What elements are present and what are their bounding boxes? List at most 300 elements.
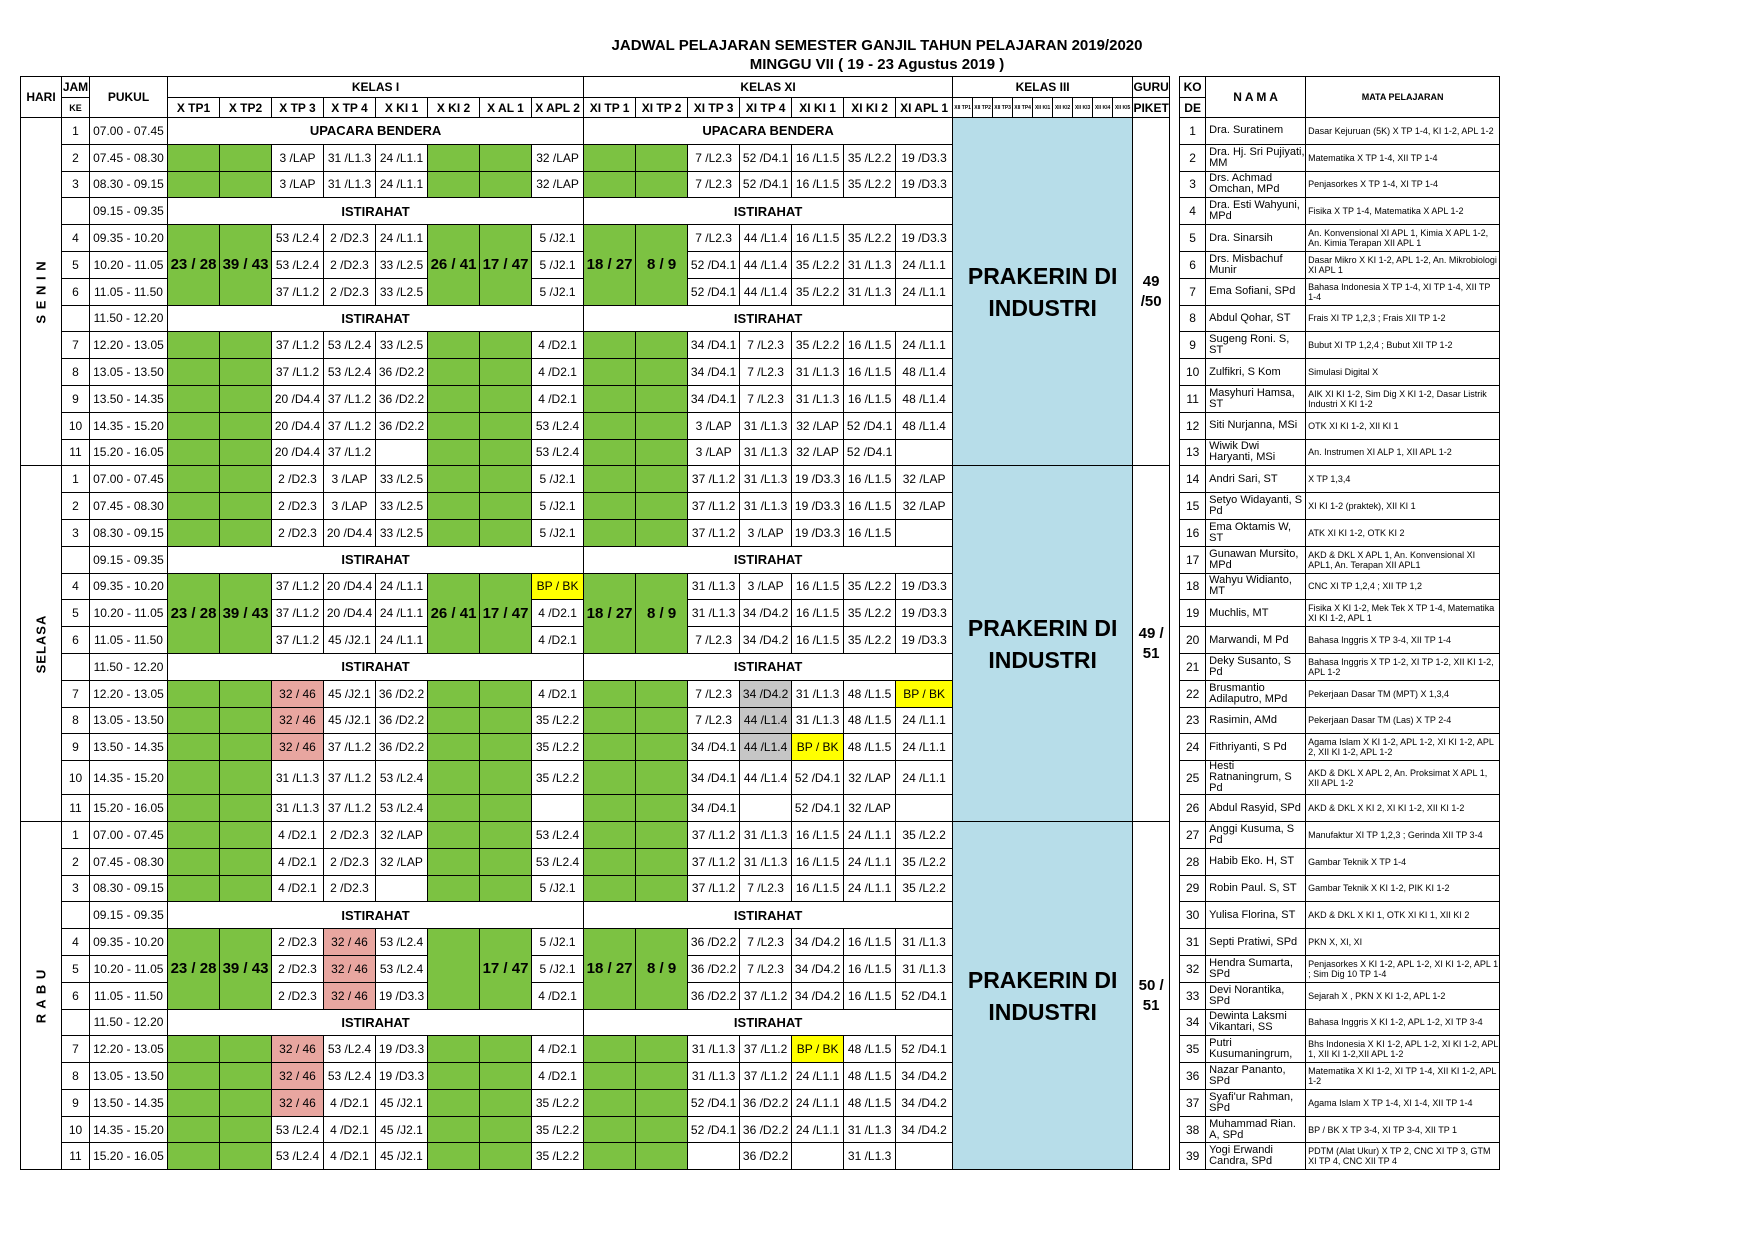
schedule-cell: 44 /L1.4 (740, 707, 792, 734)
header-kelas-iii: KELAS III (953, 77, 1133, 98)
green-cell (584, 359, 636, 386)
class-header: X AL 1 (480, 98, 532, 118)
teacher-subject: Dasar Mikro X KI 1-2, APL 1-2, An. Mikrobiologi XI APL 1 (1306, 251, 1500, 278)
header-piket: PIKET (1133, 98, 1170, 118)
teacher-subject: PKN X, XI, XI (1306, 929, 1500, 956)
gap-cell (1170, 493, 1180, 520)
teacher-subject: Frais XI TP 1,2,3 ; Frais XII TP 1-2 (1306, 305, 1500, 332)
schedule-cell: 32 / 46 (272, 680, 324, 707)
schedule-cell: 37 /L1.2 (688, 821, 740, 848)
schedule-cell: 31 /L1.3 (740, 412, 792, 439)
green-cell (636, 734, 688, 761)
schedule-cell: 16 /L1.5 (792, 225, 844, 252)
green-cell (636, 493, 688, 520)
green-cell (220, 1143, 272, 1170)
merged-block: 26 / 41 (428, 573, 480, 653)
green-cell (480, 359, 532, 386)
green-cell (584, 1143, 636, 1170)
schedule-cell: 37 /L1.2 (324, 795, 376, 822)
green-cell (428, 359, 480, 386)
schedule-cell: 34 /D4.2 (792, 955, 844, 982)
schedule-cell: 34 /D4.1 (688, 385, 740, 412)
teacher-name: Dra. Sinarsih (1206, 225, 1306, 252)
teacher-name: Andri Sari, ST (1206, 466, 1306, 493)
schedule-cell: 5 /J2.1 (532, 251, 584, 278)
teacher-code: 15 (1180, 493, 1206, 520)
teacher-subject: Bahasa Inggris X TP 1-2, XI TP 1-2, XII KI 1-2, APL 1-2 (1306, 653, 1500, 680)
green-cell (480, 466, 532, 493)
schedule-cell: 24 /L1.1 (896, 251, 953, 278)
schedule-cell: 31 /L1.3 (896, 929, 953, 956)
schedule-cell: 36 /D2.2 (376, 734, 428, 761)
green-cell (480, 821, 532, 848)
teacher-subject: X TP 1,3,4 (1306, 466, 1500, 493)
green-cell (584, 734, 636, 761)
pukul-time: 14.35 - 15.20 (90, 761, 168, 795)
schedule-cell: 36 /D2.2 (688, 982, 740, 1009)
schedule-cell: 19 /D3.3 (896, 144, 953, 171)
green-cell (480, 761, 532, 795)
schedule-cell: 37 /L1.2 (740, 1063, 792, 1090)
pukul-time: 09.15 - 09.35 (90, 546, 168, 573)
header-ko: KO (1180, 77, 1206, 98)
schedule-cell: 7 /L2.3 (688, 171, 740, 198)
gap-cell (1170, 385, 1180, 412)
green-cell (428, 1063, 480, 1090)
schedule-cell: 7 /L2.3 (688, 707, 740, 734)
teacher-code: 21 (1180, 653, 1206, 680)
green-cell (636, 439, 688, 466)
teacher-name: Drs. Achmad Omchan, MPd (1206, 171, 1306, 198)
schedule-cell: 32 / 46 (272, 707, 324, 734)
teacher-name: Wahyu Widianto, MT (1206, 573, 1306, 600)
schedule-cell: 7 /L2.3 (740, 359, 792, 386)
schedule-cell: 35 /L2.2 (792, 251, 844, 278)
schedule-cell: BP / BK (792, 734, 844, 761)
schedule-cell: 31 /L1.3 (844, 251, 896, 278)
pukul-time: 13.05 - 13.50 (90, 707, 168, 734)
merged-block: 23 / 28 (168, 573, 220, 653)
teacher-code: 8 (1180, 305, 1206, 332)
green-cell (480, 519, 532, 546)
green-cell (168, 171, 220, 198)
prakerin-block: PRAKERIN DI INDUSTRI (953, 466, 1133, 822)
schedule-cell: 35 /L2.2 (532, 707, 584, 734)
schedule-cell: 32 /LAP (376, 848, 428, 875)
schedule-cell: 35 /L2.2 (844, 225, 896, 252)
schedule-cell (896, 519, 953, 546)
pukul-time: 12.20 - 13.05 (90, 680, 168, 707)
merged-block: 8 / 9 (636, 929, 688, 1009)
teacher-subject: Pekerjaan Dasar TM (Las) X TP 2-4 (1306, 707, 1500, 734)
schedule-cell: 36 /D2.2 (740, 1116, 792, 1143)
jam-ke: 5 (62, 955, 90, 982)
schedule-cell: 53 /L2.4 (376, 761, 428, 795)
teacher-name: Yogi Erwandi Candra, SPd (1206, 1143, 1306, 1170)
schedule-cell: 19 /D3.3 (792, 466, 844, 493)
schedule-cell: 48 /L1.4 (896, 412, 953, 439)
schedule-cell: 7 /L2.3 (688, 627, 740, 654)
schedule-cell: 4 /D2.1 (324, 1089, 376, 1116)
schedule-table (20, 76, 1500, 1170)
schedule-cell: 2 /D2.3 (324, 278, 376, 305)
schedule-cell: 31 /L1.3 (740, 493, 792, 520)
schedule-cell: 20 /D4.4 (272, 412, 324, 439)
teacher-name: Siti Nurjanna, MSi (1206, 412, 1306, 439)
schedule-cell: 2 /D2.3 (272, 929, 324, 956)
teacher-code: 26 (1180, 795, 1206, 822)
schedule-cell: 31 /L1.3 (688, 573, 740, 600)
jam-ke: 1 (62, 118, 90, 145)
pukul-time: 15.20 - 16.05 (90, 439, 168, 466)
schedule-cell: 32 /LAP (792, 412, 844, 439)
schedule-cell: 31 /L1.3 (844, 278, 896, 305)
schedule-cell: 16 /L1.5 (844, 359, 896, 386)
schedule-cell: 52 /D4.1 (792, 795, 844, 822)
schedule-cell: 31 /L1.3 (896, 955, 953, 982)
schedule-cell: 33 /L2.5 (376, 493, 428, 520)
green-cell (584, 875, 636, 902)
teacher-code: 12 (1180, 412, 1206, 439)
green-cell (584, 707, 636, 734)
schedule-cell: 44 /L1.4 (740, 251, 792, 278)
pukul-time: 07.00 - 07.45 (90, 821, 168, 848)
teacher-code: 3 (1180, 171, 1206, 198)
green-cell (428, 466, 480, 493)
teacher-code: 18 (1180, 573, 1206, 600)
teacher-code: 14 (1180, 466, 1206, 493)
green-cell (636, 761, 688, 795)
schedule-cell: 24 /L1.1 (844, 848, 896, 875)
gap-cell (1170, 600, 1180, 627)
gap-cell (1170, 546, 1180, 573)
teacher-code: 34 (1180, 1009, 1206, 1036)
teacher-code: 17 (1180, 546, 1206, 573)
istirahat-label: ISTIRAHAT (168, 902, 584, 929)
teacher-subject: Bubut XI TP 1,2,4 ; Bubut XII TP 1-2 (1306, 332, 1500, 359)
jam-ke (62, 1009, 90, 1036)
schedule-cell: 2 /D2.3 (272, 493, 324, 520)
schedule-cell: 31 /L1.3 (740, 466, 792, 493)
pukul-time: 11.50 - 12.20 (90, 653, 168, 680)
green-cell (168, 821, 220, 848)
schedule-cell: 33 /L2.5 (376, 278, 428, 305)
schedule-cell: 2 /D2.3 (272, 466, 324, 493)
schedule-cell: 36 /D2.2 (376, 412, 428, 439)
schedule-cell: 32 /LAP (376, 821, 428, 848)
teacher-name: Abdul Rasyid, SPd (1206, 795, 1306, 822)
teacher-name: Habib Eko. H, ST (1206, 848, 1306, 875)
gap-cell (1170, 77, 1180, 118)
green-cell (168, 359, 220, 386)
schedule-cell: 5 /J2.1 (532, 225, 584, 252)
schedule-cell: 7 /L2.3 (688, 680, 740, 707)
green-cell (480, 385, 532, 412)
green-cell (220, 707, 272, 734)
schedule-cell: 35 /L2.2 (844, 144, 896, 171)
teacher-subject: Bahasa Indonesia X TP 1-4, XI TP 1-4, XII TP 1-4 (1306, 278, 1500, 305)
green-cell (168, 795, 220, 822)
schedule-cell: 4 /D2.1 (532, 680, 584, 707)
class-header: XI TP 4 (740, 98, 792, 118)
schedule-cell: 52 /D4.1 (740, 171, 792, 198)
green-cell (220, 144, 272, 171)
teacher-name: Dra. Suratinem (1206, 118, 1306, 145)
class-header: X TP2 (220, 98, 272, 118)
schedule-cell: 32 /LAP (896, 466, 953, 493)
schedule-cell: 32 / 46 (324, 955, 376, 982)
schedule-cell: 34 /D4.2 (896, 1116, 953, 1143)
green-cell (480, 875, 532, 902)
gap-cell (1170, 848, 1180, 875)
class-header-xii: XII TP1 (953, 98, 973, 118)
schedule-cell: 53 /L2.4 (272, 225, 324, 252)
schedule-cell: 2 /D2.3 (272, 955, 324, 982)
gap-cell (1170, 734, 1180, 761)
teacher-subject: AKD & DKL X APL 2, An. Proksimat X APL 1, XII APL 1-2 (1306, 761, 1500, 795)
schedule-cell: 53 /L2.4 (324, 1063, 376, 1090)
gap-cell (1170, 439, 1180, 466)
teacher-code: 38 (1180, 1116, 1206, 1143)
green-cell (636, 1036, 688, 1063)
schedule-cell: 4 /D2.1 (272, 875, 324, 902)
schedule-cell: 34 /D4.1 (688, 359, 740, 386)
merged-block: 18 / 27 (584, 929, 636, 1009)
schedule-cell: 16 /L1.5 (792, 171, 844, 198)
schedule-cell: 2 /D2.3 (324, 821, 376, 848)
schedule-cell: 52 /D4.1 (688, 278, 740, 305)
green-cell (220, 171, 272, 198)
green-cell (480, 795, 532, 822)
schedule-cell: 36 /D2.2 (376, 359, 428, 386)
pukul-time: 14.35 - 15.20 (90, 1116, 168, 1143)
green-cell (168, 439, 220, 466)
green-cell (584, 1036, 636, 1063)
schedule-cell: 19 /D3.3 (376, 1036, 428, 1063)
schedule-cell: 31 /L1.3 (324, 144, 376, 171)
schedule-cell: 53 /L2.4 (532, 848, 584, 875)
schedule-cell: 16 /L1.5 (844, 519, 896, 546)
schedule-cell: 16 /L1.5 (792, 875, 844, 902)
schedule-cell: 37 /L1.2 (324, 412, 376, 439)
schedule-cell: 37 /L1.2 (324, 439, 376, 466)
schedule-cell: 7 /L2.3 (740, 955, 792, 982)
schedule-cell: 7 /L2.3 (740, 875, 792, 902)
schedule-cell: 36 /D2.2 (688, 929, 740, 956)
jam-ke: 9 (62, 1089, 90, 1116)
istirahat-label: ISTIRAHAT (584, 902, 953, 929)
schedule-cell: 37 /L1.2 (688, 493, 740, 520)
guru-piket: 49 /50 (1133, 118, 1170, 466)
green-cell (168, 1089, 220, 1116)
schedule-cell: 48 /L1.4 (896, 359, 953, 386)
jam-ke: 2 (62, 144, 90, 171)
schedule-cell: 45 /J2.1 (324, 680, 376, 707)
schedule-cell: 4 /D2.1 (532, 600, 584, 627)
teacher-subject: Agama Islam X KI 1-2, APL 1-2, XI KI 1-2, APL 2, XII KI 1-2, APL 1-2 (1306, 734, 1500, 761)
schedule-cell: 52 /D4.1 (688, 1116, 740, 1143)
schedule-cell: 16 /L1.5 (844, 982, 896, 1009)
schedule-cell: 34 /D4.2 (792, 982, 844, 1009)
gap-cell (1170, 1036, 1180, 1063)
schedule-cell (896, 1143, 953, 1170)
teacher-name: Brusmantio Adilaputro, MPd (1206, 680, 1306, 707)
schedule-cell: 34 /D4.2 (740, 627, 792, 654)
teacher-code: 7 (1180, 278, 1206, 305)
gap-cell (1170, 1143, 1180, 1170)
schedule-cell: 48 /L1.5 (844, 734, 896, 761)
jam-ke: 2 (62, 848, 90, 875)
schedule-cell: 37 /L1.2 (272, 332, 324, 359)
green-cell (168, 707, 220, 734)
green-cell (480, 332, 532, 359)
green-cell (636, 1089, 688, 1116)
schedule-cell: 5 /J2.1 (532, 875, 584, 902)
teacher-code: 28 (1180, 848, 1206, 875)
teacher-code: 23 (1180, 707, 1206, 734)
teacher-name: Muchlis, MT (1206, 600, 1306, 627)
teacher-name: Robin Paul. S, ST (1206, 875, 1306, 902)
header-jam: JAM (62, 77, 90, 98)
pukul-time: 13.05 - 13.50 (90, 1063, 168, 1090)
schedule-cell: 34 /D4.2 (896, 1089, 953, 1116)
class-header: XI TP 1 (584, 98, 636, 118)
schedule-cell: 24 /L1.1 (896, 278, 953, 305)
schedule-cell: 4 /D2.1 (532, 385, 584, 412)
gap-cell (1170, 412, 1180, 439)
schedule-cell: 24 /L1.1 (792, 1063, 844, 1090)
class-header: XI TP 3 (688, 98, 740, 118)
green-cell (168, 385, 220, 412)
pukul-time: 10.20 - 11.05 (90, 600, 168, 627)
green-cell (168, 761, 220, 795)
schedule-table-wrap (20, 76, 1500, 1170)
teacher-subject: AKD & DKL X APL 1, An. Konvensional XI APL1, An. Terapan XII APL1 (1306, 546, 1500, 573)
green-cell (636, 144, 688, 171)
schedule-cell: 24 /L1.1 (896, 734, 953, 761)
page-title: JADWAL PELAJARAN SEMESTER GANJIL TAHUN PELAJARAN 2019/2020 (611, 37, 1143, 54)
schedule-cell: 31 /L1.3 (272, 795, 324, 822)
teacher-name: Dewinta Laksmi Vikantari, SS (1206, 1009, 1306, 1036)
teacher-subject: Bhs Indonesia X KI 1-2, APL 1-2, XI KI 1-2, APL 1, XII KI 1-2,XII APL 1-2 (1306, 1036, 1500, 1063)
schedule-cell (688, 1143, 740, 1170)
schedule-cell: 4 /D2.1 (532, 627, 584, 654)
schedule-cell: 7 /L2.3 (688, 144, 740, 171)
class-header: X TP1 (168, 98, 220, 118)
schedule-cell: 2 /D2.3 (324, 848, 376, 875)
green-cell (428, 929, 480, 1009)
jam-ke: 4 (62, 573, 90, 600)
header-nama: N A M A (1206, 77, 1306, 118)
schedule-cell: 16 /L1.5 (792, 600, 844, 627)
schedule-cell: 16 /L1.5 (792, 821, 844, 848)
green-cell (168, 519, 220, 546)
green-cell (168, 875, 220, 902)
gap-cell (1170, 278, 1180, 305)
schedule-cell: 36 /D2.2 (740, 1089, 792, 1116)
teacher-code: 25 (1180, 761, 1206, 795)
teacher-name: Hesti Ratnaningrum, S Pd (1206, 761, 1306, 795)
green-cell (168, 734, 220, 761)
schedule-cell: 48 /L1.5 (844, 680, 896, 707)
green-cell (220, 1036, 272, 1063)
teacher-code: 24 (1180, 734, 1206, 761)
schedule-cell: 45 /J2.1 (376, 1116, 428, 1143)
teacher-subject: ATK XI KI 1-2, OTK KI 2 (1306, 519, 1500, 546)
green-cell (584, 821, 636, 848)
header-kelas-xi: KELAS XI (584, 77, 953, 98)
istirahat-label: ISTIRAHAT (584, 653, 953, 680)
pukul-time: 10.20 - 11.05 (90, 955, 168, 982)
class-header-xii: XII TP4 (1013, 98, 1033, 118)
gap-cell (1170, 225, 1180, 252)
teacher-subject: OTK XI KI 1-2, XII KI 1 (1306, 412, 1500, 439)
schedule-cell: 31 /L1.3 (272, 761, 324, 795)
green-cell (168, 1036, 220, 1063)
schedule-cell: 7 /L2.3 (740, 332, 792, 359)
green-cell (220, 734, 272, 761)
schedule-cell: 33 /L2.5 (376, 332, 428, 359)
pukul-time: 08.30 - 09.15 (90, 171, 168, 198)
schedule-cell: 52 /D4.1 (688, 1089, 740, 1116)
green-cell (428, 680, 480, 707)
schedule-cell: 35 /L2.2 (844, 627, 896, 654)
pukul-time: 13.50 - 14.35 (90, 1089, 168, 1116)
schedule-cell: 16 /L1.5 (844, 929, 896, 956)
pukul-time: 11.05 - 11.50 (90, 982, 168, 1009)
teacher-code: 22 (1180, 680, 1206, 707)
green-cell (636, 1063, 688, 1090)
schedule-cell: 5 /J2.1 (532, 466, 584, 493)
pukul-time: 08.30 - 09.15 (90, 519, 168, 546)
guru-piket: 49 / 51 (1133, 466, 1170, 822)
schedule-cell (792, 1143, 844, 1170)
schedule-cell: 19 /D3.3 (376, 1063, 428, 1090)
teacher-code: 39 (1180, 1143, 1206, 1170)
schedule-cell: 32 / 46 (272, 734, 324, 761)
jam-ke: 6 (62, 278, 90, 305)
green-cell (168, 332, 220, 359)
schedule-cell: 3 /LAP (272, 144, 324, 171)
teacher-subject: Bahasa Inggris X KI 1-2, APL 1-2, XI TP 3-4 (1306, 1009, 1500, 1036)
green-cell (584, 385, 636, 412)
teacher-subject: Sejarah X , PKN X KI 1-2, APL 1-2 (1306, 982, 1500, 1009)
merged-block: 39 / 43 (220, 573, 272, 653)
green-cell (636, 821, 688, 848)
gap-cell (1170, 1089, 1180, 1116)
teacher-subject: XI KI 1-2 (praktek), XII KI 1 (1306, 493, 1500, 520)
schedule-cell: 32 / 46 (272, 1036, 324, 1063)
schedule-cell: 31 /L1.3 (792, 680, 844, 707)
green-cell (428, 171, 480, 198)
schedule-cell: 3 /LAP (740, 573, 792, 600)
schedule-cell: 53 /L2.4 (376, 795, 428, 822)
class-header: X TP 3 (272, 98, 324, 118)
istirahat-label: ISTIRAHAT (584, 1009, 953, 1036)
green-cell (480, 680, 532, 707)
pukul-time: 09.35 - 10.20 (90, 573, 168, 600)
green-cell (480, 493, 532, 520)
istirahat-label: ISTIRAHAT (168, 1009, 584, 1036)
day-name: R A B U (33, 968, 49, 1023)
jam-ke: 3 (62, 875, 90, 902)
jam-ke: 10 (62, 1116, 90, 1143)
header-ke: KE (62, 98, 90, 118)
green-cell (428, 734, 480, 761)
green-cell (584, 439, 636, 466)
green-cell (636, 1143, 688, 1170)
green-cell (480, 734, 532, 761)
